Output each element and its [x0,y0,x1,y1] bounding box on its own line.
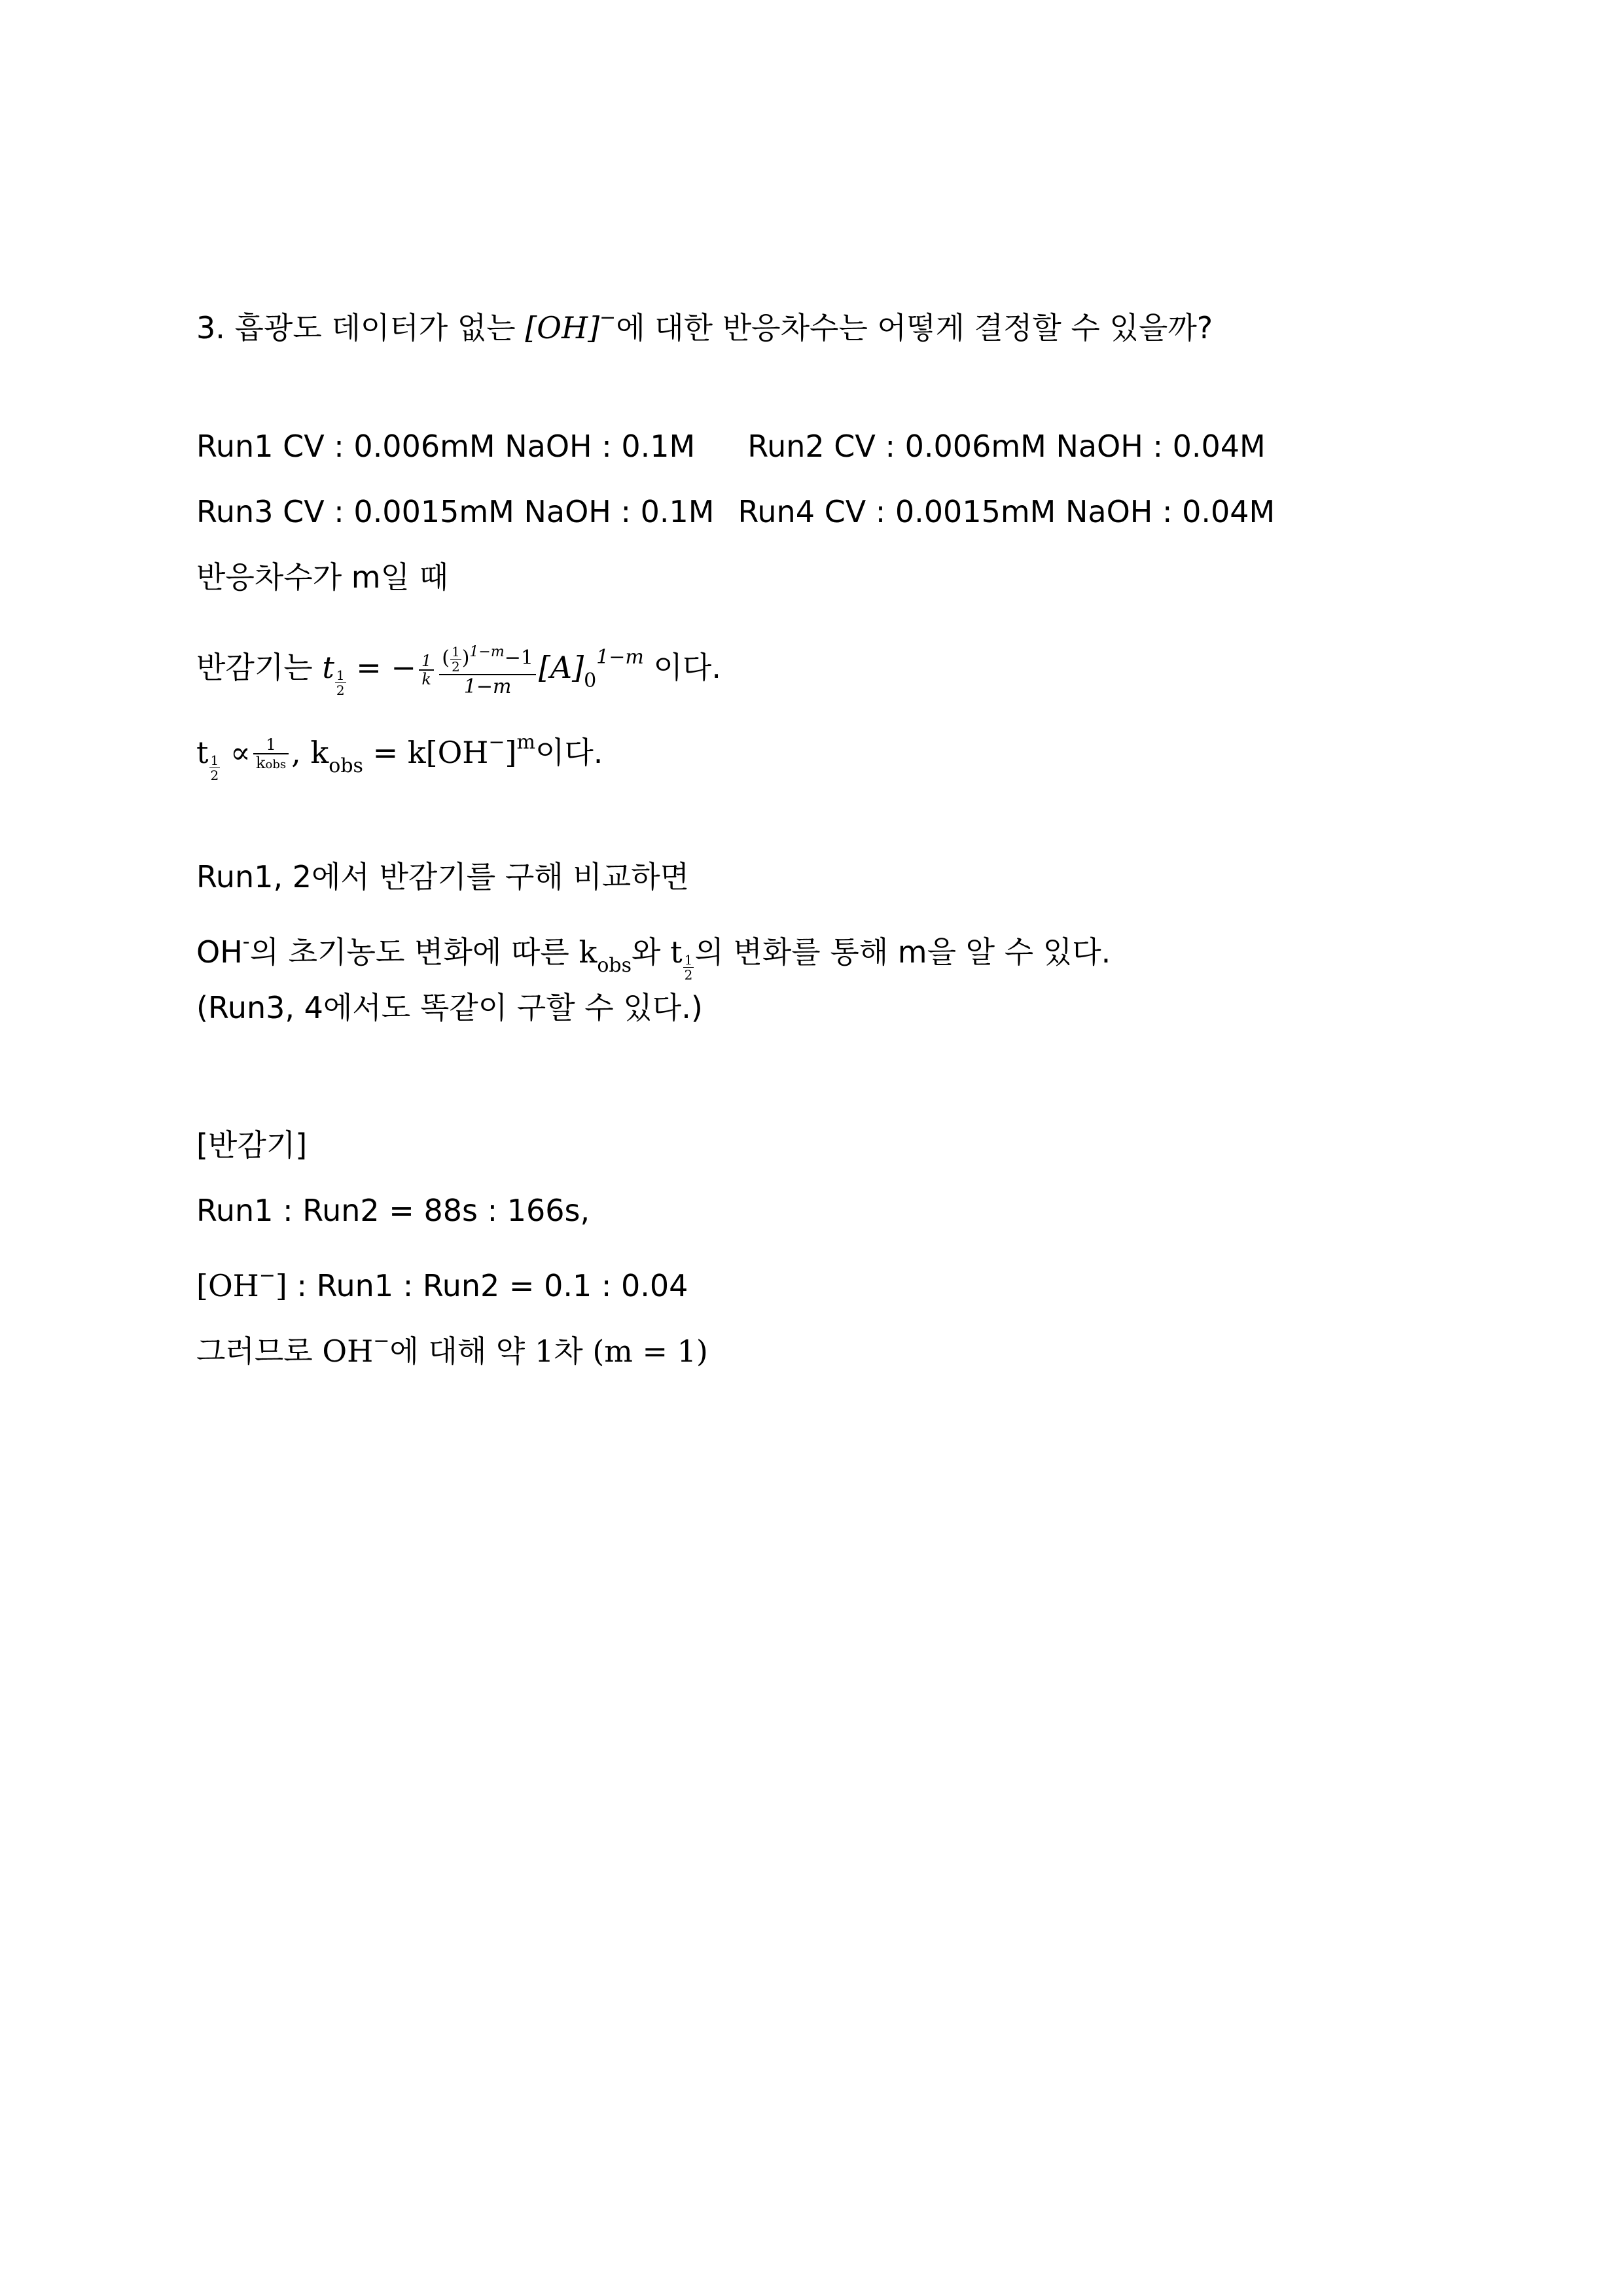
results-oh-charge: − [259,1264,276,1287]
halflife-minus-one: −1 [504,646,533,670]
conclusion-oh: OH [322,1333,374,1369]
explanation-line-3: (Run3, 4에서도 똑같이 구할 수 있다.) [196,990,703,1025]
halflife-t: t [322,650,334,685]
halflife-conc-sub: 0 [584,669,597,692]
question-species-charge: − [599,306,616,329]
order-intro: 반응차수가 m일 때 [196,559,449,595]
prop-kobs-sub: obs [265,758,287,771]
halflife-conc-exp: 1−m [596,646,644,669]
question-text-after: 에 대한 반응차수는 어떻게 결정할 수 있을까? [616,310,1213,345]
results-conclusion [196,1322,708,1371]
conclusion-oh-charge: − [373,1330,390,1352]
conclusion-text-c: 차 [554,1333,583,1369]
explanation-k-sub: obs [597,954,632,977]
results-oh-close: ] [275,1268,287,1303]
explanation-text-a: 의 초기농도 변화에 따른 [249,934,569,970]
runs-line-2 [196,492,1275,531]
halflife-equation: 반감기는 t $\frac{1}{2}$ = − $\frac{1}{k}$ ( $\frac{1}{2}$ )$^{1-m}$−1 1−m $[A]_0^{1-m}$ 이다. [196,622,721,717]
halflife-inner-exp: 1−m [469,644,505,661]
explanation-text-b: 와 [632,934,661,970]
explanation-half-den: 2 [684,967,693,983]
results-oh-bracket: [OH [196,1268,259,1303]
explanation-t: t [670,934,683,970]
prop-rhs-sub: obs [329,754,363,777]
halflife-suffix: 이다. [653,650,721,685]
prop-suffix: 이다. [535,735,603,770]
halflife-inner-den: 2 [451,658,460,675]
halflife-half-den: 2 [336,682,345,698]
explanation-oh: OH [196,934,243,970]
proportion-equation [196,707,603,802]
halflife-one: 1 [419,652,434,671]
conclusion-text-a: 그러므로 [196,1333,313,1369]
results-heading: [반감기] [196,1127,308,1163]
conclusion-m: (m = 1) [592,1333,708,1369]
halflife-prefix: 반감기는 [196,650,313,685]
results-conc-ratio: : Run1 : Run2 = 0.1 : 0.04 [296,1268,688,1303]
prop-rhs-close: ] [505,735,517,770]
run3-conditions: Run3 CV : 0.0015mM NaOH : 0.1M [196,494,715,529]
halflife-k: k [421,669,431,688]
halflife-equals: = − [356,650,416,685]
question-line [196,298,1213,347]
run2-conditions: Run2 CV : 0.006mM NaOH : 0.04M [747,429,1266,464]
explanation-k: k [579,934,597,970]
run4-conditions: Run4 CV : 0.0015mM NaOH : 0.04M [738,494,1275,529]
prop-rhs-eq: = k[OH [372,735,489,770]
results-halflife-ratio: Run1 : Run2 = 88s : 166s, [196,1193,590,1228]
conclusion-text-b: 에 대해 약 [389,1333,526,1369]
conclusion-order: 1 [534,1333,554,1369]
runs-line-1 [196,427,1266,466]
explanation-half-num: 1 [684,952,693,968]
halflife-conc: [A] [538,650,584,685]
halflife-den: 1−m [463,675,512,698]
prop-rhs-exp: m [516,731,535,754]
results-conc-line [196,1256,688,1305]
halflife-inner-num: 1 [451,643,460,660]
prop-rhs-charge: − [488,731,505,754]
question-text-before: 흡광도 데이터가 없는 [234,310,516,345]
prop-rhs-k: k [310,735,329,770]
explanation-oh-charge: - [242,930,250,953]
question-species: [OH] [525,310,600,345]
prop-one: 1 [253,736,289,754]
question-number: 3. [196,310,225,345]
prop-half-num: 1 [210,752,219,768]
prop-comma: , [291,735,301,770]
halflife-half-num: 1 [336,667,345,683]
prop-propto: ∝ [230,735,251,770]
run1-conditions: Run1 CV : 0.006mM NaOH : 0.1M [196,429,696,464]
explanation-line-1: Run1, 2에서 반감기를 구해 비교하면 [196,859,690,894]
explanation-line-2 [196,923,1111,985]
prop-kobs-k: k [256,754,266,772]
prop-t: t [196,735,209,770]
prop-half-den: 2 [210,768,219,783]
explanation-text-c: 의 변화를 통해 m을 알 수 있다. [694,934,1111,970]
